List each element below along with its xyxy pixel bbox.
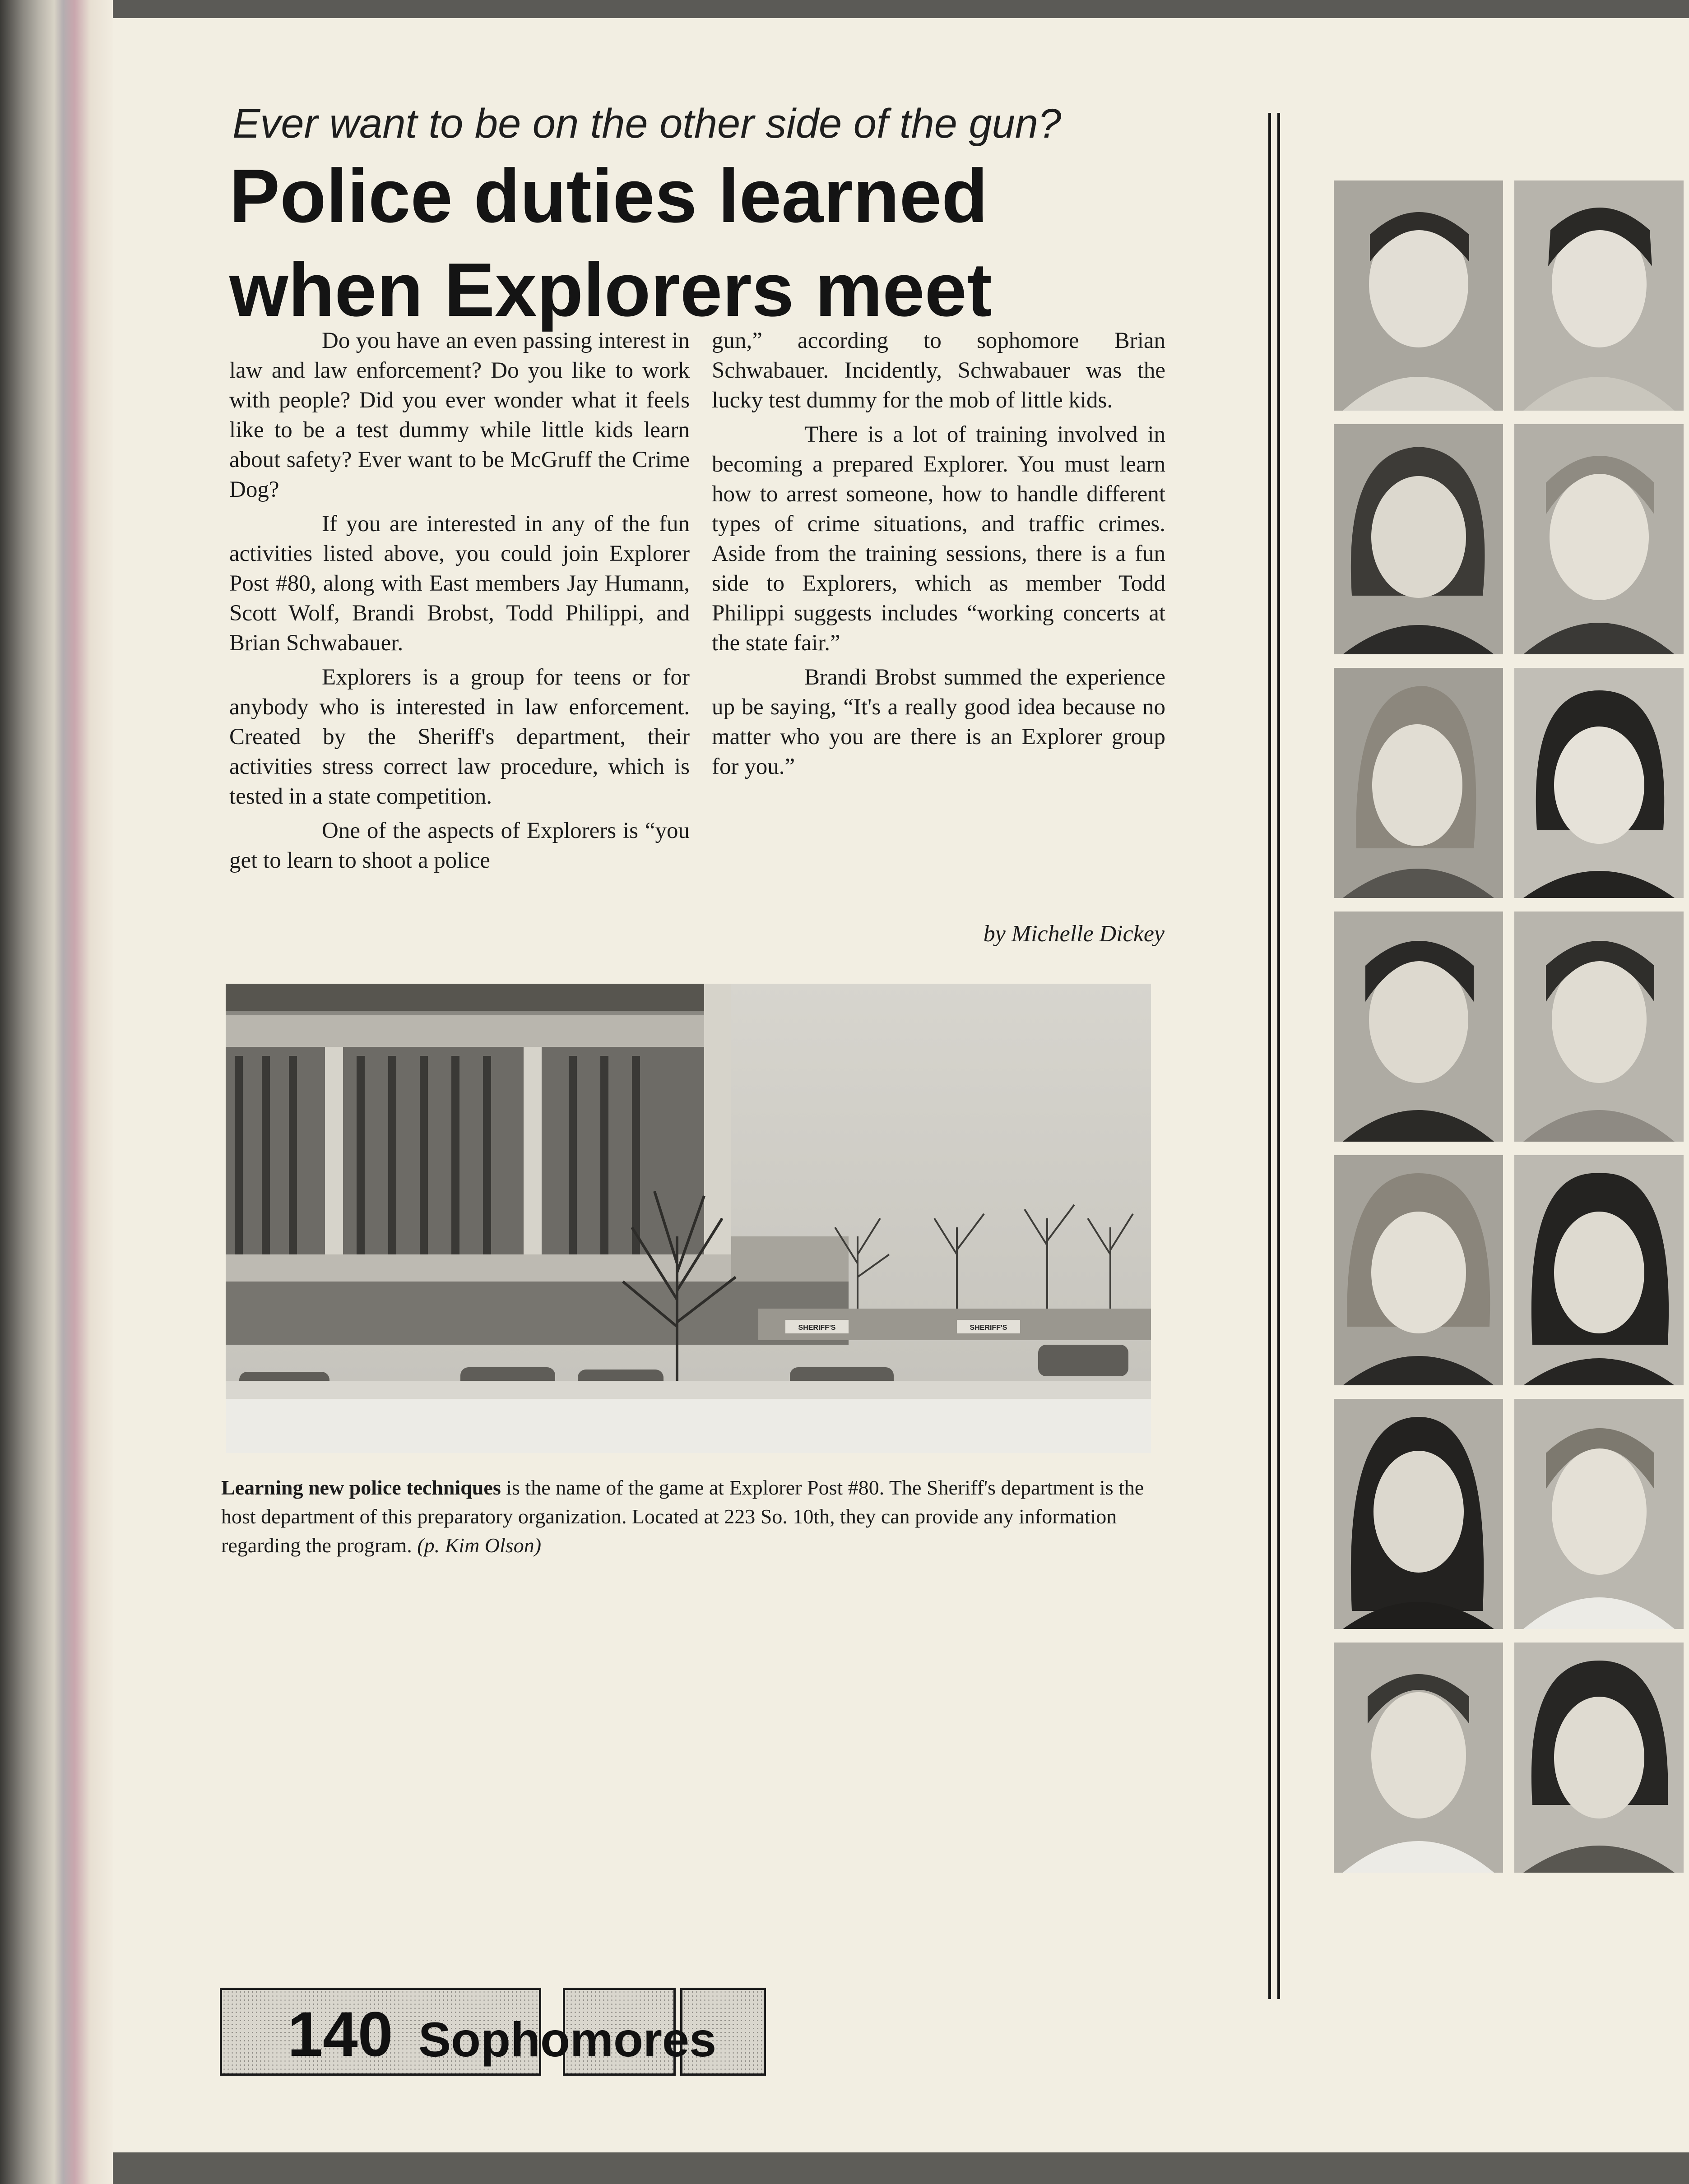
headline-line-2: when Explorers meet bbox=[229, 247, 992, 332]
portrait-grid bbox=[1334, 180, 1689, 1913]
student-portrait bbox=[1514, 1155, 1684, 1385]
caption-body: is the name of the game at Explorer Post #80. The Sheriff's department is the host department of this preparatory organization. Located at 223 So. 10th, they can provide any information regarding the program. bbox=[221, 1476, 1144, 1557]
paragraph: One of the aspects of Explorers is “you get to learn to shoot a police bbox=[229, 818, 690, 873]
student-portrait bbox=[1334, 180, 1503, 411]
student-portrait bbox=[1514, 1643, 1684, 1873]
sheriff-building-photo bbox=[226, 984, 1151, 1453]
caption-lead: Learning new police techniques bbox=[221, 1476, 501, 1499]
paragraph: Brandi Brobst summed the experience up be saying, “It's a really good idea because no matter who you are there is an Explorer group for you.” bbox=[712, 665, 1165, 779]
page-number: 140 bbox=[288, 1999, 393, 2069]
column-divider-rule bbox=[1268, 113, 1271, 1999]
paragraph: gun,” according to sophomore Brian Schwabauer. Incidently, Schwabauer was the lucky test dummy for the mob of little kids. bbox=[712, 328, 1165, 413]
student-portrait bbox=[1334, 1643, 1503, 1873]
student-portrait bbox=[1514, 424, 1684, 654]
student-portrait bbox=[1514, 668, 1684, 898]
article-kicker: Ever want to be on the other side of the gun? bbox=[232, 101, 1062, 147]
article-column-2 bbox=[712, 326, 1165, 786]
article-byline: by Michelle Dickey bbox=[983, 921, 1165, 947]
headline-line-1: Police duties learned bbox=[229, 153, 988, 238]
student-portrait bbox=[1514, 180, 1684, 411]
sign-text: SHERIFF'S bbox=[798, 1324, 836, 1332]
page-folio bbox=[220, 1988, 766, 2076]
column-divider-rule bbox=[1277, 113, 1280, 1999]
paragraph: Do you have an even passing interest in law and law enforcement? Do you like to work with people? Did you ever wonder what it feels like to be a test dummy while little kids learn about safety? Ever want to be McGruff the Crime Dog? bbox=[229, 328, 690, 502]
article-headline bbox=[229, 149, 1267, 337]
student-portrait bbox=[1514, 1399, 1684, 1629]
student-portrait bbox=[1334, 668, 1503, 898]
student-portrait bbox=[1334, 1155, 1503, 1385]
paragraph: Explorers is a group for teens or for anybody who is interested in law enforcement. Created by the Sheriff's department, their activities stress correct law procedure, which is tested in a state competition. bbox=[229, 665, 690, 809]
photo-credit: (p. Kim Olson) bbox=[417, 1534, 542, 1557]
sign-text: SHERIFF'S bbox=[970, 1324, 1007, 1332]
student-portrait bbox=[1334, 1399, 1503, 1629]
paragraph: There is a lot of training involved in becoming a prepared Explorer. You must learn how to arrest someone, how to handle different types of crime situations, and traffic crimes. Aside from the training sessions, there is a fun side to Explorers, which as member Todd Philippi suggests includes “working concerts at the state fair.” bbox=[712, 422, 1165, 656]
student-portrait bbox=[1334, 912, 1503, 1142]
paragraph: If you are interested in any of the fun activities listed above, you could join Explorer Post #80, along with East members Jay Humann, Scott Wolf, Brandi Brobst, Todd Philippi, and Brian Schwabauer. bbox=[229, 511, 690, 656]
photo-caption bbox=[221, 1473, 1160, 1560]
student-portrait bbox=[1514, 912, 1684, 1142]
article-column-1 bbox=[229, 326, 690, 880]
student-portrait bbox=[1334, 424, 1503, 654]
section-title: Sophomores bbox=[418, 2012, 717, 2067]
page-shadow bbox=[113, 2152, 1689, 2184]
